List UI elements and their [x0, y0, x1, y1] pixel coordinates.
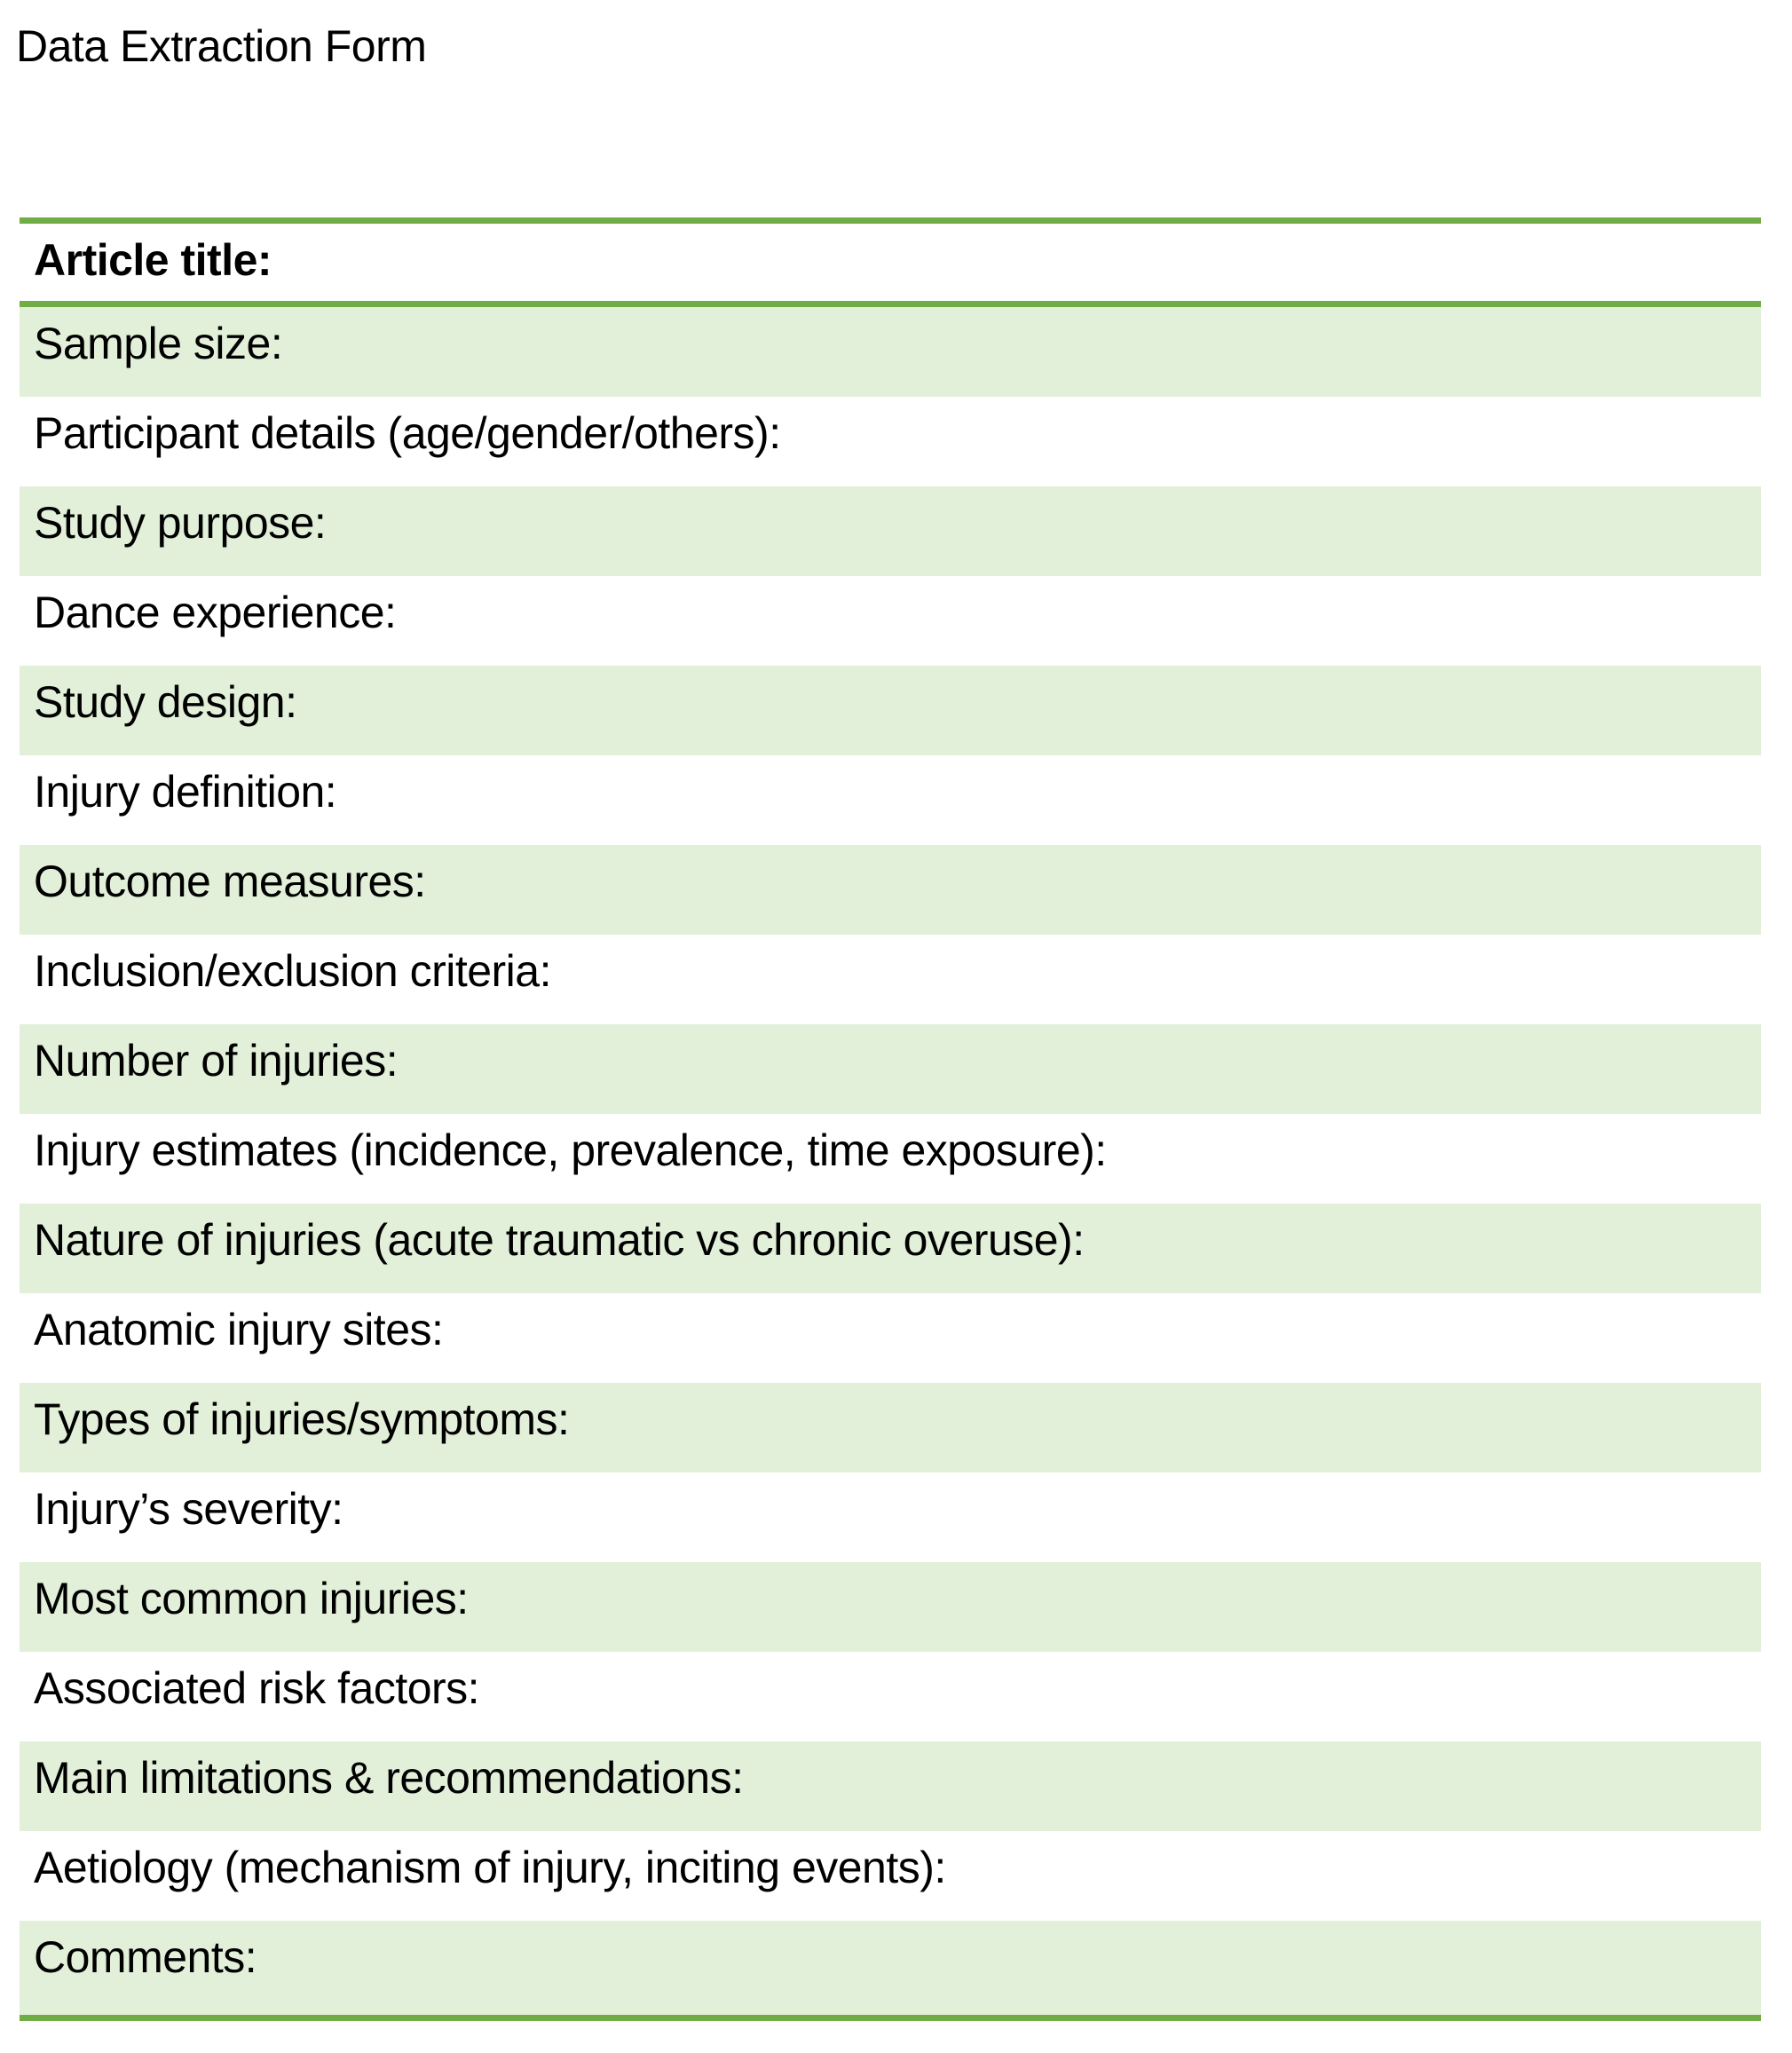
table-row-aetiology-mechanism-of-injury-inciting-events: [20, 1831, 1761, 1921]
row-label: Injury’s severity:: [34, 1484, 343, 1534]
table-row-injury-s-severity: [20, 1473, 1761, 1562]
row-label: Aetiology (mechanism of injury, inciting events):: [34, 1843, 946, 1892]
row-label: Anatomic injury sites:: [34, 1305, 444, 1354]
data-extraction-form-table: [20, 217, 1761, 2021]
table-row-outcome-measures: [20, 845, 1761, 935]
row-label: Sample size:: [34, 319, 283, 368]
table-row-inclusion-exclusion-criteria: [20, 935, 1761, 1024]
table-row-main-limitations-recommendations: [20, 1741, 1761, 1831]
table-row-study-purpose: [20, 486, 1761, 576]
row-label: Injury estimates (incidence, prevalence, time exposure):: [34, 1125, 1107, 1175]
table-row-participant-details-age-gender-others: [20, 397, 1761, 486]
row-label: Main limitations & recommendations:: [34, 1753, 744, 1803]
table-row-study-design: [20, 666, 1761, 755]
table-row-nature-of-injuries-acute-traumatic-vs-chronic-overuse: [20, 1204, 1761, 1293]
table-row-dance-experience: [20, 576, 1761, 666]
row-label: Nature of injuries (acute traumatic vs chronic overuse):: [34, 1215, 1085, 1265]
row-label: Types of injuries/symptoms:: [34, 1394, 570, 1444]
table-row-types-of-injuries-symptoms: [20, 1383, 1761, 1473]
table-row-associated-risk-factors: [20, 1652, 1761, 1741]
row-label: Article title:: [34, 235, 272, 285]
row-label: Study design:: [34, 677, 297, 727]
row-label: Outcome measures:: [34, 857, 426, 906]
table-row-comments: [20, 1921, 1761, 2015]
row-label: Injury definition:: [34, 767, 337, 817]
row-label: Inclusion/exclusion criteria:: [34, 946, 551, 996]
table-row-article-title: [20, 224, 1761, 307]
table-row-most-common-injuries: [20, 1562, 1761, 1652]
table-row-injury-definition: [20, 755, 1761, 845]
row-label: Dance experience:: [34, 588, 397, 637]
table-row-number-of-injuries: [20, 1024, 1761, 1114]
row-label: Comments:: [34, 1932, 257, 1982]
table-row-sample-size: [20, 307, 1761, 397]
row-label: Number of injuries:: [34, 1036, 399, 1086]
table-row-anatomic-injury-sites: [20, 1293, 1761, 1383]
row-label: Most common injuries:: [34, 1574, 469, 1623]
row-label: Study purpose:: [34, 498, 327, 548]
document-title: Data Extraction Form: [16, 21, 427, 71]
row-label: Participant details (age/gender/others):: [34, 408, 781, 458]
row-label: Associated risk factors:: [34, 1663, 480, 1713]
table-row-injury-estimates-incidence-prevalence-time-exposure: [20, 1114, 1761, 1204]
